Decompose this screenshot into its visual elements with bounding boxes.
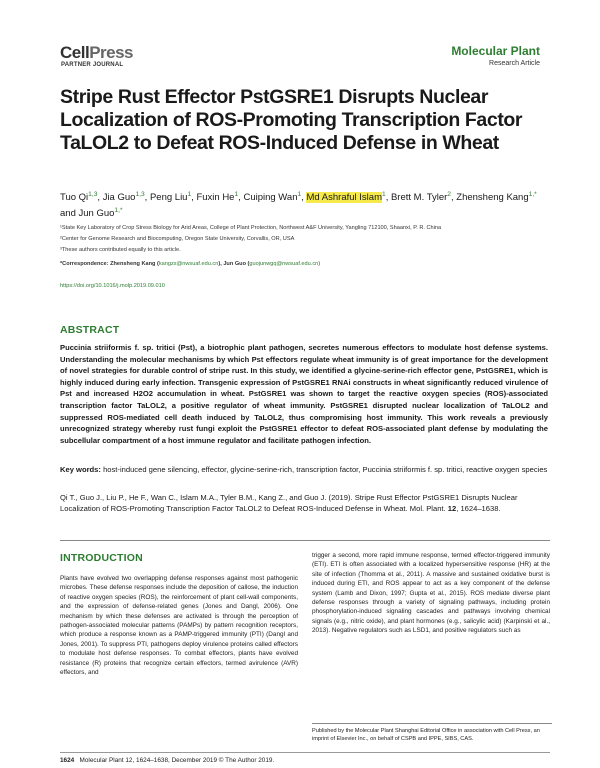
- affiliation-2: ²Center for Genome Research and Biocomputing, Oregon State University, Corvallis, OR, USA: [60, 236, 295, 242]
- email-link-2[interactable]: guojunwgq@nwsuaf.edu.cn: [249, 261, 319, 267]
- author-affiliation-marker: 1: [187, 190, 192, 198]
- footnote-divider: [312, 723, 552, 724]
- citation-volume: 12: [447, 504, 457, 514]
- author-affiliation-marker: 1,3: [135, 190, 145, 198]
- keywords: [60, 464, 548, 476]
- partner-journal-label: PARTNER JOURNAL: [61, 62, 124, 68]
- author-name[interactable]: Jun Guo: [78, 208, 115, 219]
- author-name[interactable]: Tuo Qi: [60, 192, 89, 203]
- author-name[interactable]: Jia Guo: [102, 192, 136, 203]
- author-affiliation-marker: 1,*: [114, 206, 123, 214]
- citation: [60, 492, 548, 515]
- correspondence-label: *Correspondence:: [60, 261, 109, 267]
- abstract-text: Puccinia striiformis f. sp. tritici (Pst), a biotrophic plant pathogen, secretes numerous effectors to modulate host defense systems. Understanding the molecular mechanisms by which Pst effectors regulate wheat immunity is of great importance for the development of novel strategies for durable control of stripe rust. In this study, we identified a glycine-serine-rich effector gene, PstGSRE1, which is highly induced during early infection. Transgenic expression of PstGSRE1 RNAi constructs in wheat significantly reduced virulence of Pst and increased H2O2 accumulation in wheat. PstGSRE1 was shown to target the reactive oxygen species (ROS)-associated transcription factor TaLOL2, a positive regulator of wheat immunity. PstGSRE1 disrupted nuclear localization of TaLOL2 and suppressed ROS-mediated cell death induced by TaLOL2, thus compromising host immunity. This work reveals a previously unrecognized strategy whereby rust fungi exploit the PstGSRE1 effector to defeat ROS-associated plant defense by modulating the subcellular compartment of a host immune regulator and facilitate pathogen infection.: [60, 343, 548, 445]
- author-name[interactable]: Peng Liu: [149, 192, 188, 203]
- article-type: Research Article: [489, 60, 540, 67]
- citation-text: Qi T., Guo J., Liu P., He F., Wan C., Islam M.A., Tyler B.M., Kang Z., and Guo J. (2019). Stripe Rust Effector PstGSRE1 Disrupts Nuclear Localization of ROS-Promoting Transcription Factor TaLOL2 to Defeat ROS-Induced Defense in Wheat. Mol. Plant.: [60, 493, 518, 514]
- author-affiliation-marker: 1,3: [88, 190, 98, 198]
- author-affiliation-marker: 1: [381, 190, 386, 198]
- citation-pages: , 1624–1638.: [456, 504, 501, 514]
- abstract-heading: ABSTRACT: [60, 324, 120, 336]
- correspondence: [60, 260, 560, 268]
- footer-divider: [60, 752, 550, 753]
- author-list: Tuo Qi$^{1,3}$, Jia Guo$^{1,3}$, Peng Liu$^1$, Fuxin He$^1$, Cuiping Wan$^1$, Md Ashraful Islam$^1$, Brett M. Tyler$^2$, Zhensheng Kang$^{1,*}$ and Jun Guo$^{1,*}$: [60, 190, 537, 219]
- page-footer: [60, 757, 274, 764]
- keywords-text: host-induced gene silencing, effector, glycine-serine-rich, transcription factor, Puccinia striiformis f. sp. tritici, reactive oxygen species: [103, 465, 548, 474]
- publisher-logo-press: Press: [89, 43, 134, 62]
- author-affiliation-marker: 1: [234, 190, 239, 198]
- journal-name[interactable]: Molecular Plant: [451, 44, 540, 58]
- author-name[interactable]: Brett M. Tyler: [390, 192, 448, 203]
- page-number: 1624: [60, 757, 75, 764]
- publisher-logo-cell: Cell: [60, 43, 90, 62]
- publisher-footnote: Published by the Molecular Plant Shanghai Editorial Office in association with Cell Press, an imprint of Elsevier Inc., on behalf of CSPB and IPPE, SIBS, CAS.: [312, 728, 540, 742]
- affiliation-3: ³These authors contributed equally to this article.: [60, 247, 181, 253]
- correspondence-text-2: ), Jun Guo (: [218, 261, 250, 267]
- author-affiliation-marker: 1: [297, 190, 302, 198]
- author-affiliation-marker: 2: [447, 190, 451, 198]
- author-name[interactable]: Cuiping Wan: [243, 192, 298, 203]
- author-affiliation-marker: 1,*: [528, 190, 537, 198]
- introduction-column-2: trigger a second, more rapid immune response, termed effector-triggered immunity (ETI). ETI is often associated with a localized hypersensitive response (HR) at the site of infection (Thomma et al., 2011). A massive and sustained oxidative burst is induced during ETI, and ROS appear to act as a key component of the defense system (Lamb and Dixon, 1997; Gupta et al., 2015). ROS mediate diverse plant defense responses through a variety of signaling pathways, including protein phosphorylation-induced signaling cascades and pathways involving chemical signals (e.g., nitric oxide), and plant hormones (e.g., salicylic acid) (Karpinski et al., 2013). Negative regulators such as LSD1, and positive regulators such as: [312, 552, 550, 635]
- author-name[interactable]: Zhensheng Kang: [456, 192, 529, 203]
- affiliation-1: ¹State Key Laboratory of Crop Stress Biology for Arid Areas, College of Plant Protection, Northwest A&F University, Yangling 712100, Shaanxi, P. R. China: [60, 225, 442, 231]
- correspondence-text-1: Zhensheng Kang (: [110, 261, 159, 267]
- article-title: Stripe Rust Effector PstGSRE1 Disrupts Nuclear Localization of ROS-Promoting Transcription Factor TaLOL2 to Defeat ROS-Induced Defense in Wheat: [60, 86, 523, 154]
- introduction-heading: INTRODUCTION: [60, 552, 143, 564]
- doi-link[interactable]: https://doi.org/10.1016/j.molp.2019.09.010: [60, 283, 165, 289]
- email-link-1[interactable]: kangzs@nwsuaf.edu.cn: [158, 261, 219, 267]
- author-name[interactable]: Md Ashraful Islam: [306, 192, 382, 203]
- footer-journal-info: Molecular Plant 12, 1624–1638, December 2019 © The Author 2019.: [79, 757, 275, 764]
- keywords-label: Key words:: [60, 465, 101, 474]
- publisher-logo: [60, 44, 133, 61]
- introduction-column-1: Plants have evolved two overlapping defense responses against most pathogenic microbes. These defense responses include the deposition of callose, the induction of reactive oxygen species (ROS), the reinforcement of plant cell-wall components, and the expression of defense-related genes (Jones and Dangl, 2006). One mechanism by which these defenses are activated is through the perception of pathogen-associated molecular patterns (PAMPs) by pattern recognition receptors, which produce a response known as a PAMP-triggered immunity (PTI) (Dangl and Jones, 2001). To suppress PTI, pathogens deploy virulence proteins called effectors to modulate host defense responses. To combat effectors, plants have evolved resistance (R) proteins that recognize certain effectors, termed avirulence (AVR) effectors, and: [60, 575, 298, 677]
- section-divider: [60, 540, 550, 541]
- correspondence-text-3: ): [318, 261, 321, 267]
- author-name[interactable]: Fuxin He: [196, 192, 235, 203]
